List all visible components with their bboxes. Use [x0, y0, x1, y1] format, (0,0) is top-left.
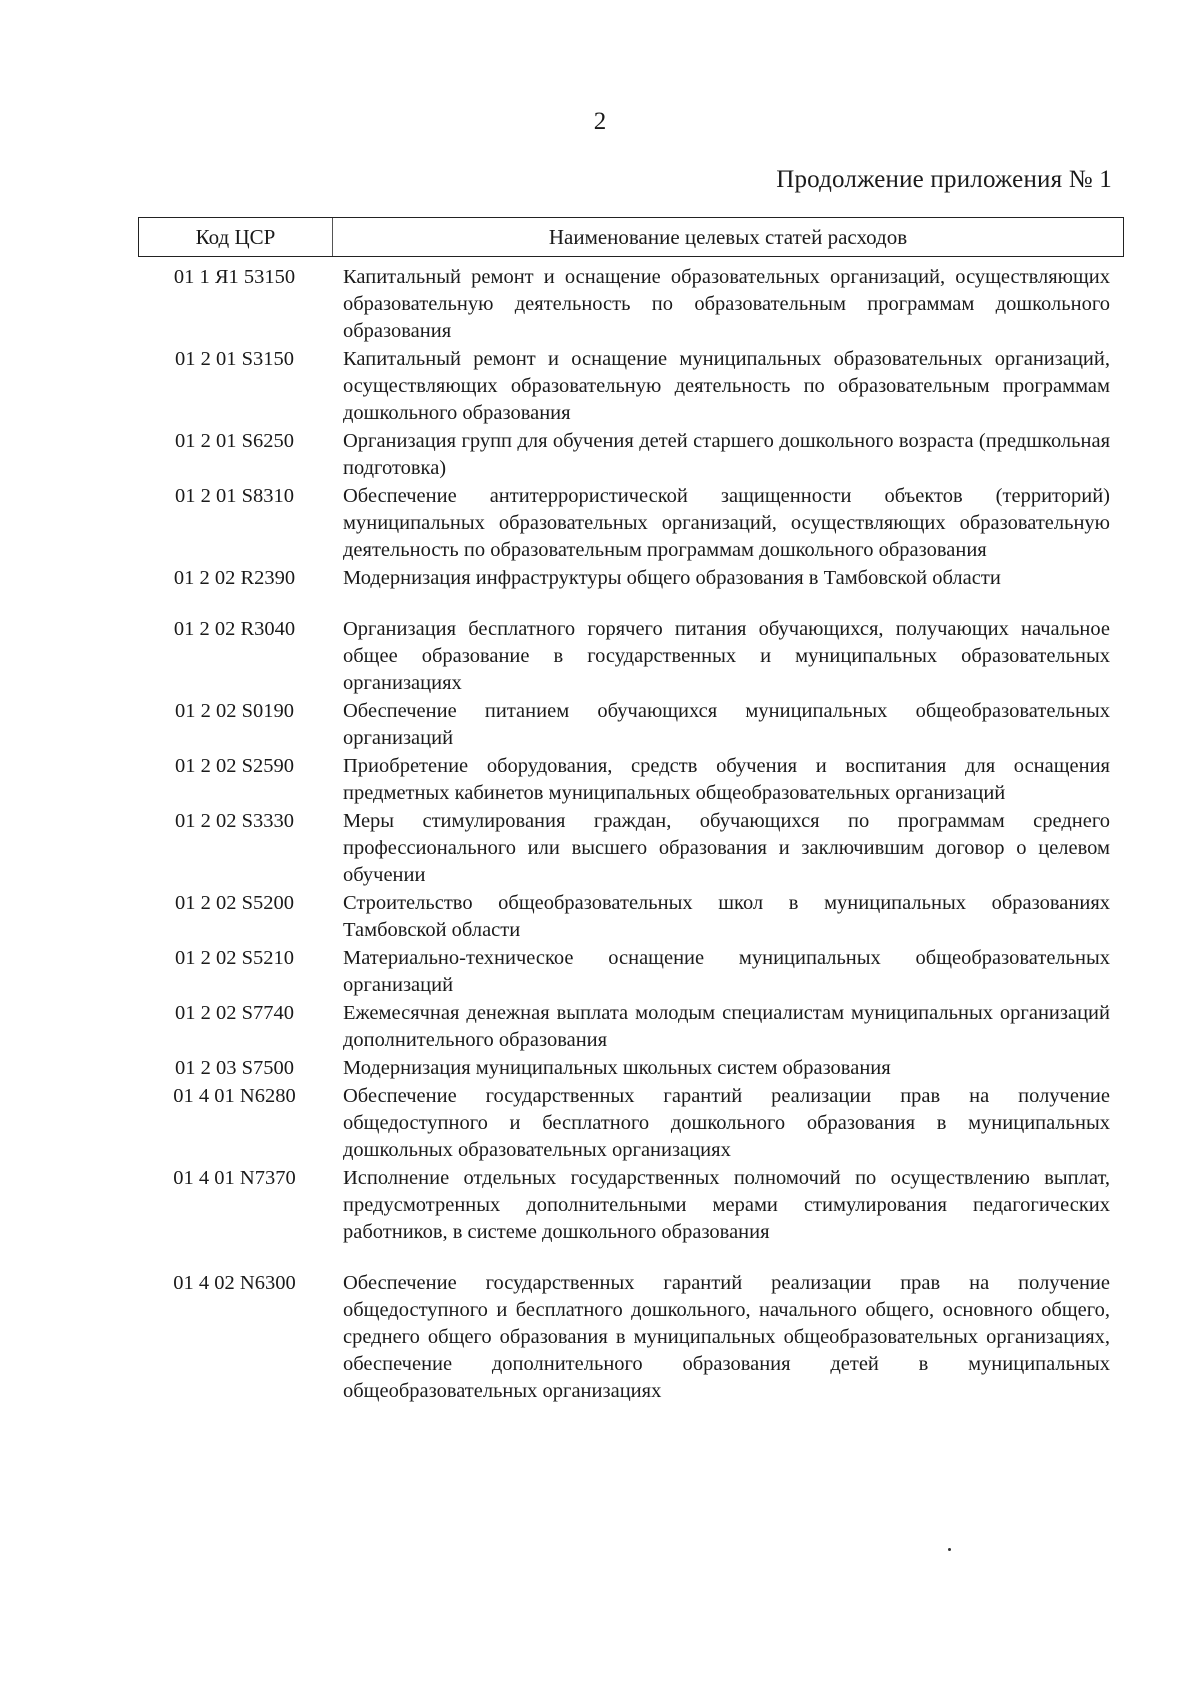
table-row — [138, 346, 1124, 427]
row-code: 01 2 02 S5210 — [174, 947, 295, 969]
table-row — [138, 890, 1124, 944]
table-header — [138, 217, 1124, 257]
table-row — [138, 1083, 1124, 1164]
appendix-title: Продолжение приложения № 1 — [776, 166, 1112, 193]
table-row — [138, 698, 1124, 752]
row-name: Организация групп для обучения детей старшего дошкольного возраста (предшкольная подготовка) — [343, 430, 1110, 479]
row-name: Материально-техническое оснащение муниципальных общеобразовательных организаций — [343, 947, 1110, 996]
page-number: 2 — [593, 108, 607, 135]
row-name: Обеспечение государственных гарантий реализации прав на получение общедоступного и бесплатного дошкольного, начального общего, основного общего, среднего общего образования в муниципальных общеобразовательных организациях, обеспечение дополнительного образования детей в муниципальных общеобразовательных организациях — [343, 1272, 1110, 1402]
table-row — [138, 753, 1124, 807]
row-code: 01 2 01 S6250 — [174, 430, 295, 452]
row-name: Меры стимулирования граждан, обучающихся по программам среднего профессионального или высшего образования и заключившим договор о целевом обучении — [343, 810, 1110, 886]
row-code: 01 2 01 S3150 — [174, 348, 295, 370]
table-row — [138, 264, 1124, 345]
row-code: 01 2 02 S0190 — [174, 700, 295, 722]
row-name: Ежемесячная денежная выплата молодым специалистам муниципальных организаций дополнительного образования — [343, 1002, 1110, 1051]
row-code: 01 4 01 N7370 — [173, 1167, 296, 1189]
row-name: Обеспечение государственных гарантий реализации прав на получение общедоступного и бесплатного дошкольного образования в муниципальных дошкольных образовательных организациях — [343, 1085, 1110, 1161]
row-code: 01 2 02 S7740 — [174, 1002, 295, 1024]
scan-speck — [948, 1548, 951, 1551]
row-code: 01 2 02 R3040 — [173, 618, 296, 640]
row-code: 01 2 02 R2390 — [173, 567, 296, 589]
row-code: 01 1 Я1 53150 — [173, 266, 296, 288]
row-name: Обеспечение питанием обучающихся муниципальных общеобразовательных организаций — [343, 700, 1110, 749]
row-code: 01 4 02 N6300 — [173, 1272, 296, 1294]
row-name: Модернизация муниципальных школьных систем образования — [343, 1057, 891, 1079]
table-row — [138, 428, 1124, 482]
row-name: Организация бесплатного горячего питания обучающихся, получающих начальное общее образование в государственных и муниципальных образовательных организациях — [343, 618, 1110, 694]
row-code: 01 2 01 S8310 — [174, 485, 295, 507]
row-code: 01 2 02 S3330 — [174, 810, 295, 832]
table-row — [138, 616, 1124, 697]
table-row — [138, 1270, 1124, 1405]
table-row — [138, 483, 1124, 564]
table-row — [138, 1000, 1124, 1054]
row-name: Исполнение отдельных государственных полномочий по осуществлению выплат, предусмотренных дополнительными мерами стимулирования педагогических работников, в системе дошкольного образования — [343, 1167, 1110, 1243]
row-name: Приобретение оборудования, средств обучения и воспитания для оснащения предметных кабинетов муниципальных общеобразовательных организаций — [343, 755, 1110, 804]
header-name: Наименование целевых статей расходов — [548, 224, 908, 249]
row-code: 01 2 03 S7500 — [174, 1057, 295, 1079]
table-row — [138, 1055, 1124, 1082]
table-row — [138, 945, 1124, 999]
row-name: Обеспечение антитеррористической защищенности объектов (территорий) муниципальных образовательных организаций, осуществляющих образовательную деятельность по образовательным программам дошкольного образования — [343, 485, 1110, 561]
row-name: Строительство общеобразовательных школ в муниципальных образованиях Тамбовской области — [343, 892, 1110, 941]
table-body — [138, 264, 1124, 1406]
table-row — [138, 1165, 1124, 1246]
table-row — [138, 808, 1124, 889]
table-row — [138, 565, 1124, 592]
row-code: 01 4 01 N6280 — [173, 1085, 296, 1107]
header-code: Код ЦСР — [139, 218, 333, 256]
row-name: Капитальный ремонт и оснащение муниципальных образовательных организаций, осуществляющих образовательную деятельность по образовательным программам дошкольного образования — [343, 348, 1110, 424]
row-name: Модернизация инфраструктуры общего образования в Тамбовской области — [343, 567, 1001, 589]
row-name: Капитальный ремонт и оснащение образовательных организаций, осуществляющих образовательную деятельность по образовательным программам дошкольного образования — [343, 266, 1110, 342]
row-code: 01 2 02 S5200 — [174, 892, 295, 914]
row-code: 01 2 02 S2590 — [174, 755, 295, 777]
